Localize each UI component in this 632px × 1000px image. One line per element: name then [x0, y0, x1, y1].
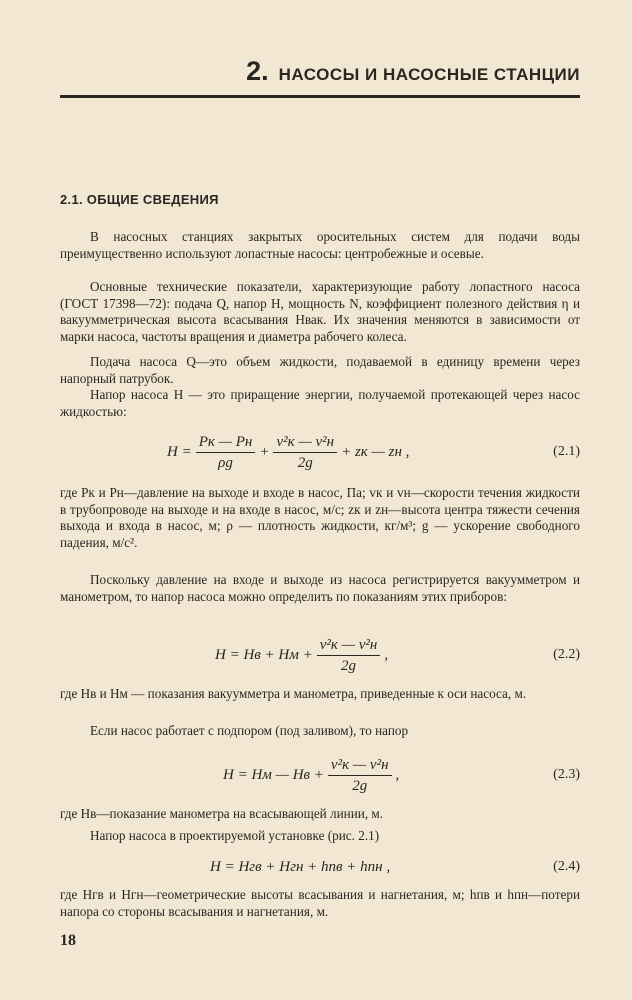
f1-den2: 2g	[297, 454, 313, 471]
f1-fraction-2	[273, 433, 337, 472]
f1-num2: v²к — v²н	[273, 433, 337, 453]
f2-lhs: H = Hв + Hм +	[215, 646, 313, 663]
f2-number: (2.2)	[553, 647, 580, 662]
page-number: 18	[60, 932, 76, 949]
paragraph-gauges: Поскольку давление на входе и выходе из насоса регистрируется вакуумметром и манометром, то напор насоса можно определить по показаниям этих приборов:	[60, 572, 580, 604]
paragraph-flow: Подача насоса Q—это объем жидкости, подаваемой в единицу времени через напорный патрубок.	[60, 354, 580, 386]
paragraph-backwater: Если насос работает с подпором (под заливом), то напор	[90, 723, 409, 738]
f1-fraction-1	[196, 433, 256, 472]
f3-den: 2g	[352, 777, 368, 794]
formula-2-2	[60, 630, 580, 680]
formula-2-3	[60, 750, 580, 800]
f3-number: (2.3)	[553, 767, 580, 782]
f4-number: (2.4)	[553, 859, 580, 874]
paragraph-head: Напор насоса H — это приращение энергии, получаемой протекающей через насос жидкостью:	[60, 387, 580, 419]
paragraph-definitions-1: где Pк и Pн—давление на выходе и входе в насос, Па; vк и vн—скорости течения жидкости в трубопроводе на выходе и на входе в насос, м/с; zк и zн—высота центра тяжести сечения выхода и входа в насос, м; ρ — плотность жидкости, кг/м³; g — ускорение свободного падения, м/с².	[60, 485, 580, 550]
paragraph-definitions-2: где Hв и Hм — показания вакуумметра и манометра, приведенные к оси насоса, м.	[60, 686, 527, 701]
f2-den: 2g	[341, 657, 356, 674]
formula-2-4	[60, 842, 580, 892]
f1-den1: ρg	[218, 454, 233, 471]
header-rule	[60, 95, 580, 98]
f3-lhs: H = Hм — Hв +	[223, 766, 324, 783]
f3-fraction	[328, 756, 392, 795]
f1-number: (2.1)	[553, 444, 580, 459]
chapter-number: 2.	[246, 56, 269, 86]
f1-lhs: H =	[167, 443, 192, 460]
f2-fraction	[317, 636, 381, 675]
f3-tail: ,	[395, 766, 400, 783]
section-title: 2.1. ОБЩИЕ СВЕДЕНИЯ	[60, 192, 219, 207]
paragraph-definitions-3: где Hв—показание манометра на всасывающей линии, м.	[60, 806, 384, 821]
paragraph-project: Напор насоса в проектируемой установке (рис. 2.1)	[90, 828, 380, 843]
chapter-title: НАСОСЫ И НАСОСНЫЕ СТАНЦИИ	[278, 65, 580, 84]
f4-expr: H = Hгв + Hгн + hпв + hпн ,	[210, 858, 391, 875]
paragraph-indicators: Основные технические показатели, характеризующие работу лопастного насоса (ГОСТ 17398—72): подача Q, напор H, мощность N, коэффициент полезного действия η и вакуумметрическая высота всасывания Hвак. Их значения меняются в зависимости от марки насоса, частоты вращения и диаметра рабочего колеса.	[60, 279, 580, 344]
f1-plus: +	[259, 443, 270, 460]
paragraph-intro: В насосных станциях закрытых оросительных систем для подачи воды преимущественно используют лопастные насосы: центробежные и осевые.	[60, 229, 580, 261]
chapter-heading	[246, 56, 580, 87]
formula-2-1	[60, 427, 580, 477]
f1-num1: Pк — Pн	[196, 433, 256, 453]
f3-num: v²к — v²н	[328, 756, 392, 776]
f1-tail: + zк — zн ,	[341, 443, 410, 460]
f2-num: v²к — v²н	[317, 636, 381, 656]
f2-tail: ,	[384, 646, 389, 663]
paragraph-definitions-4: где Hгв и Hгн—геометрические высоты всасывания и нагнетания, м; hпв и hпн—потери напора со стороны всасывания и нагнетания, м.	[60, 887, 580, 919]
